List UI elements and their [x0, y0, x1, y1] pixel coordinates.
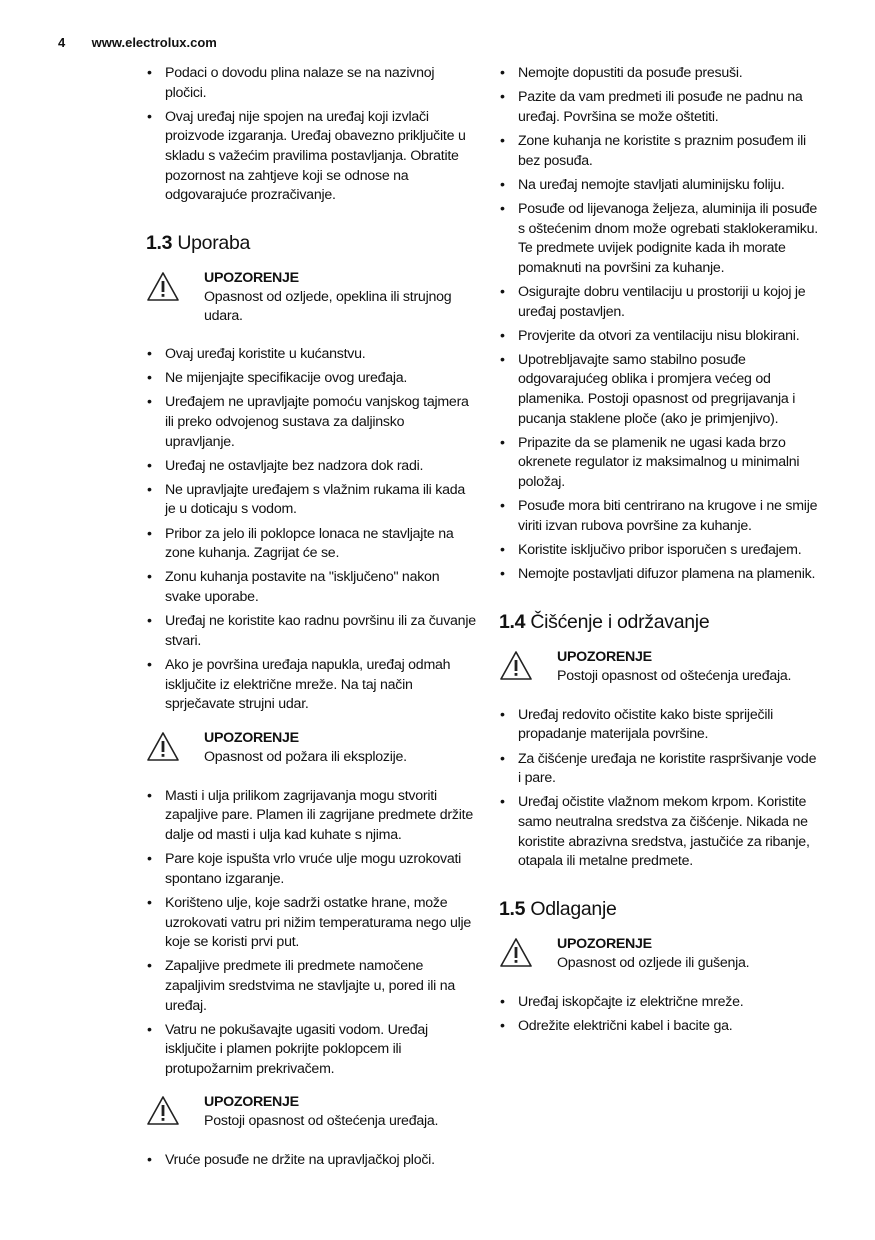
bullet-list: [146, 345, 476, 715]
warning-text: Opasnost od ozljede, opeklina ili strujnog udara.: [204, 288, 452, 325]
warning-block: [499, 648, 819, 688]
warning-block: [146, 269, 476, 327]
warning-text: Postoji opasnost od oštećenja uređaja.: [557, 667, 792, 684]
warning-text: Opasnost od ozljede ili gušenja.: [557, 954, 750, 971]
warning-title: UPOZORENJE: [204, 1094, 299, 1111]
list-item: • Zapaljive predmete ili predmete namočene zapaljivim sredstvima ne stavljajte u, pored ili na uređaj.: [146, 957, 476, 1016]
list-item: • Korišteno ulje, koje sadrži ostatke hrane, može uzrokovati vatru pri nižim temperaturama nego ulje koje se koristi prvi put.: [146, 894, 476, 953]
bullet-list: [499, 993, 819, 1037]
warning-title: UPOZORENJE: [204, 269, 299, 286]
list-item: • Podaci o dovodu plina nalaze se na nazivnoj pločici.: [146, 64, 476, 103]
warning-block: [146, 1093, 476, 1133]
warning-text: Postoji opasnost od oštećenja uređaja.: [204, 1113, 439, 1130]
right-column: [499, 64, 819, 1041]
list-item: • Zonu kuhanja postavite na "isključeno" nakon svake uporabe.: [146, 568, 476, 607]
list-item: • Odrežite električni kabel i bacite ga.: [499, 1017, 819, 1037]
bullet-list: [146, 64, 476, 206]
bullet-list: [146, 1151, 476, 1171]
bullet-list: [146, 787, 476, 1080]
warning-icon: [499, 937, 533, 969]
list-item: • Ne upravljajte uređajem s vlažnim rukama ili kada je u doticaju s vodom.: [146, 481, 476, 520]
warning-title: UPOZORENJE: [557, 648, 652, 665]
list-item: • Masti i ulja prilikom zagrijavanja mogu stvoriti zapaljive pare. Plamen ili zagrijane predmete držite dalje od masti i ulja kad kuhate s njima.: [146, 787, 476, 846]
website-url: www.electrolux.com: [91, 35, 217, 50]
list-item: • Koristite isključivo pribor isporučen s uređajem.: [499, 541, 819, 561]
list-item: • Osigurajte dobru ventilaciju u prostoriji u kojoj je uređaj postavljen.: [499, 283, 819, 322]
warning-icon: [146, 1095, 180, 1127]
list-item: • Pare koje ispušta vrlo vruće ulje mogu uzrokovati spontano izgaranje.: [146, 850, 476, 889]
list-item: • Vatru ne pokušavajte ugasiti vodom. Uređaj isključite i plamen pokrijte poklopcem ili protupožarnim prekrivačem.: [146, 1021, 476, 1080]
list-item: • Ako je površina uređaja napukla, uređaj odmah isključite iz električne mreže. Na taj način sprječavate strujni udar.: [146, 656, 476, 715]
list-item: • Pripazite da se plamenik ne ugasi kada brzo okrenete regulator iz maksimalnog u minimalni položaj.: [499, 434, 819, 493]
list-item: • Provjerite da otvori za ventilaciju nisu blokirani.: [499, 327, 819, 347]
list-item: • Uređaj ne koristite kao radnu površinu ili za čuvanje stvari.: [146, 612, 476, 651]
list-item: • Ovaj uređaj nije spojen na uređaj koji izvlači proizvode izgaranja. Uređaj obavezno priključite u skladu s važećim pravilima postavljanja. Obratite pozornost na zahtjeve koji se odnose na odgovarajuće prozračivanje.: [146, 108, 476, 206]
list-item: • Posuđe od lijevanoga željeza, aluminija ili posuđe s oštećenim dnom može ogrebati staklokeramiku. Te predmete uvijek podignite kada ih morate pomaknuti na površini za kuhanje.: [499, 200, 819, 278]
list-item: • Zone kuhanja ne koristite s praznim posuđem ili bez posuđa.: [499, 132, 819, 171]
list-item: • Pribor za jelo ili poklopce lonaca ne stavljajte na zone kuhanja. Zagrijat će se.: [146, 525, 476, 564]
warning-title: UPOZORENJE: [557, 935, 652, 952]
left-column: [146, 64, 476, 1176]
page-header: [58, 35, 217, 50]
page-number: 4: [58, 35, 66, 50]
warning-block: [146, 729, 476, 769]
list-item: • Ne mijenjajte specifikacije ovog uređaja.: [146, 369, 476, 389]
list-item: • Pazite da vam predmeti ili posuđe ne padnu na uređaj. Površina se može oštetiti.: [499, 88, 819, 127]
bullet-list: [499, 64, 819, 585]
list-item: • Za čišćenje uređaja ne koristite raspršivanje vode i pare.: [499, 750, 819, 789]
section-heading-1-4: 1.4 Čišćenje i održavanje: [499, 610, 710, 633]
list-item: • Uređaj očistite vlažnom mekom krpom. Koristite samo neutralna sredstva za čišćenje. Nikada ne koristite abrazivna sredstva, jastučiće za ribanje, otapala ili metalne predmete.: [499, 793, 819, 871]
warning-icon: [146, 271, 180, 303]
list-item: • Na uređaj nemojte stavljati aluminijsku foliju.: [499, 176, 819, 196]
warning-block: [499, 935, 819, 975]
list-item: • Vruće posuđe ne držite na upravljačkoj ploči.: [146, 1151, 476, 1171]
list-item: • Uređajem ne upravljajte pomoću vanjskog tajmera ili preko odvojenog sustava za daljinsko upravljanje.: [146, 393, 476, 452]
section-heading-1-3: 1.3 Uporaba: [146, 231, 251, 254]
section-heading-1-5: 1.5 Odlaganje: [499, 897, 617, 920]
list-item: • Nemojte dopustiti da posuđe presuši.: [499, 64, 819, 84]
bullet-list: [499, 706, 819, 872]
warning-icon: [146, 731, 180, 763]
list-item: • Ovaj uređaj koristite u kućanstvu.: [146, 345, 476, 365]
warning-text: Opasnost od požara ili eksplozije.: [204, 748, 407, 765]
list-item: • Uređaj iskopčajte iz električne mreže.: [499, 993, 819, 1013]
warning-title: UPOZORENJE: [204, 729, 299, 746]
list-item: • Nemojte postavljati difuzor plamena na plamenik.: [499, 565, 819, 585]
warning-icon: [499, 650, 533, 682]
list-item: • Uređaj ne ostavljajte bez nadzora dok radi.: [146, 457, 476, 477]
list-item: • Posuđe mora biti centrirano na krugove i ne smije viriti izvan rubova površine za kuhanje.: [499, 497, 819, 536]
list-item: • Upotrebljavajte samo stabilno posuđe odgovarajućeg oblika i promjera većeg od plamenika. Postoji opasnost od pregrijavanja i pucanja staklene ploče (ako je primjenjivo).: [499, 351, 819, 429]
list-item: • Uređaj redovito očistite kako biste spriječili propadanje materijala površine.: [499, 706, 819, 745]
